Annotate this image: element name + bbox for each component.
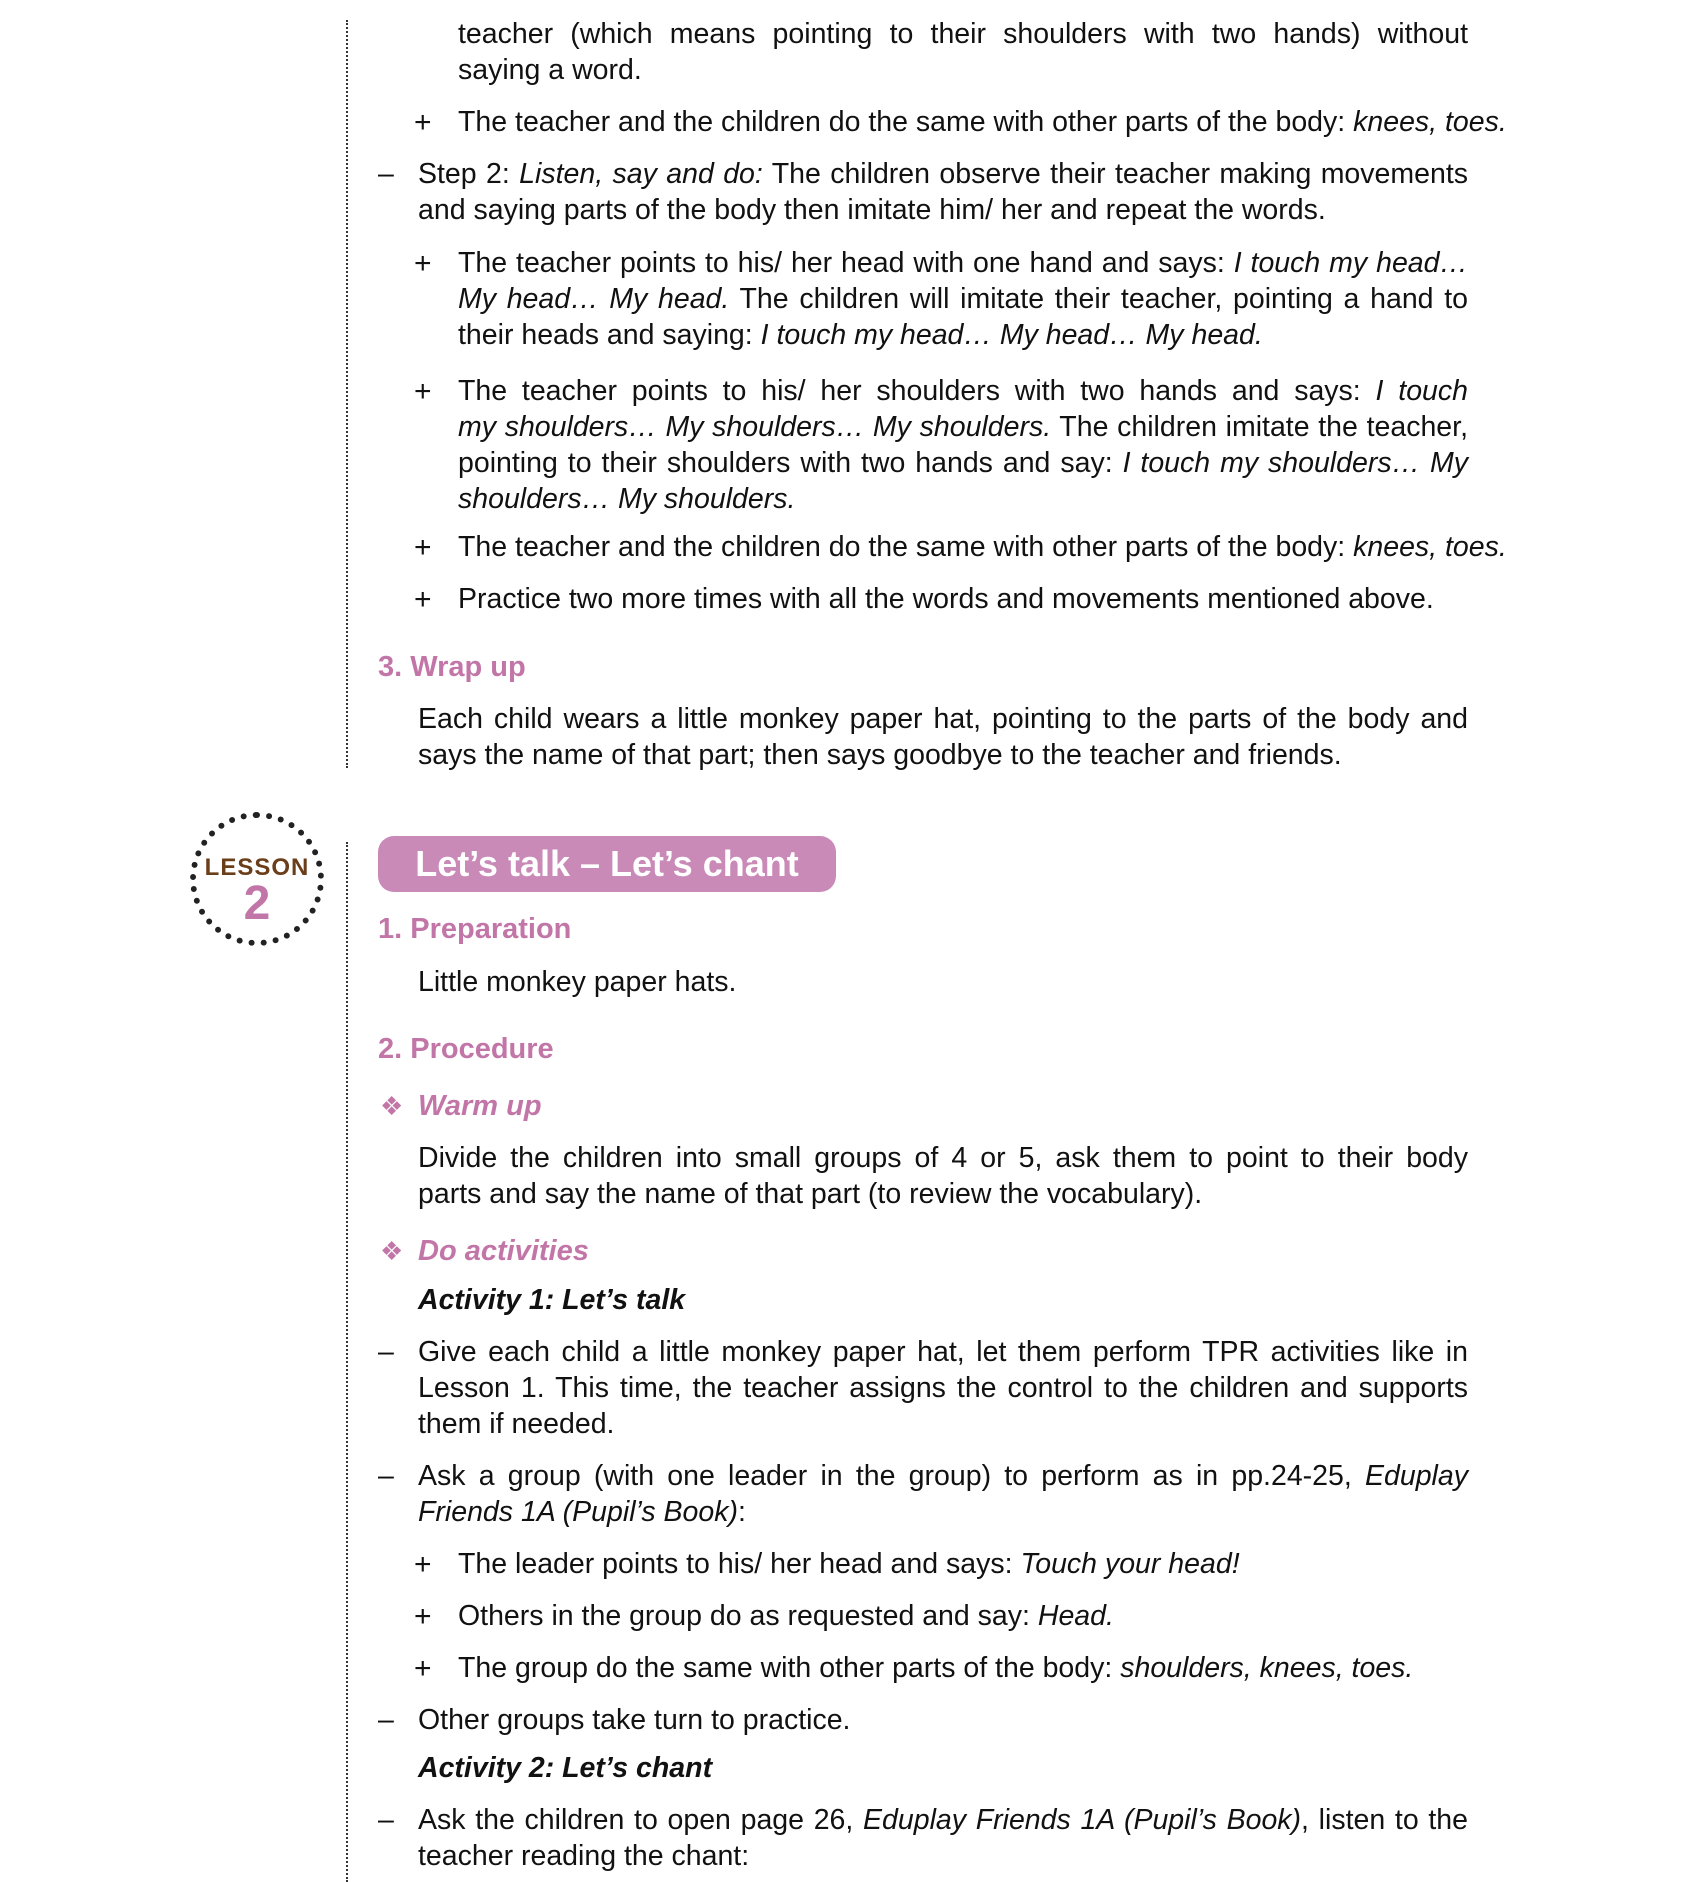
group-same-bullet: The group do the same with other parts of the body: shoulders, knees, toes.: [458, 1652, 1414, 1684]
plus-bullet: +: [414, 106, 432, 139]
shoulders-line-2: my shoulders… My shoulders… My shoulders. The children imitate the teacher,: [458, 411, 1468, 443]
warm-up-heading: Warm up: [418, 1090, 542, 1122]
lesson-label: LESSON: [204, 854, 310, 881]
plus-bullet: +: [414, 247, 432, 280]
plus-bullet: +: [414, 1548, 432, 1581]
head-line-1: The teacher points to his/ her head with one hand and says: I touch my head…: [458, 247, 1468, 279]
plus-bullet: +: [414, 583, 432, 616]
head-line-3: their heads and saying: I touch my head… My head… My head.: [458, 319, 1263, 351]
dash-bullet: –: [378, 158, 394, 190]
activity-1-heading: Activity 1: Let’s talk: [418, 1284, 686, 1316]
wrap-up-line-2: says the name of that part; then says goodbye to the teacher and friends.: [418, 739, 1342, 771]
diamond-bullet-icon: ❖: [380, 1236, 404, 1266]
dash-bullet: –: [378, 1804, 394, 1836]
do-activities-heading: Do activities: [418, 1235, 589, 1267]
plus-bullet: +: [414, 375, 432, 408]
lesson-badge: [190, 812, 324, 946]
chant-line-1: Ask the children to open page 26, Eduplay Friends 1A (Pupil’s Book), listen to the: [418, 1804, 1468, 1836]
dash-bullet: –: [378, 1704, 394, 1736]
warm-up-line-1: Divide the children into small groups of 4 or 5, ask them to point to their body: [418, 1142, 1468, 1174]
group-line-1: Ask a group (with one leader in the group) to perform as in pp.24-25, Eduplay: [418, 1460, 1468, 1492]
shoulders-line-3: pointing to their shoulders with two hands and say: I touch my shoulders… My: [458, 447, 1469, 479]
bullet-practice: Practice two more times with all the words and movements mentioned above.: [458, 583, 1434, 615]
margin-rule-bottom: [346, 842, 348, 1882]
warm-up-line-2: parts and say the name of that part (to review the vocabulary).: [418, 1178, 1203, 1210]
bullet-same-parts-b: The teacher and the children do the same with other parts of the body: knees, toes.: [458, 531, 1507, 563]
head-line-2: My head… My head. The children will imitate their teacher, pointing a hand to: [458, 283, 1468, 315]
others-bullet: Others in the group do as requested and say: Head.: [458, 1600, 1114, 1632]
shoulders-line-1: The teacher points to his/ her shoulders with two hands and says: I touch: [458, 375, 1468, 407]
preparation-text: Little monkey paper hats.: [418, 966, 737, 998]
group-line-2: Friends 1A (Pupil’s Book):: [418, 1496, 746, 1528]
lesson-title-banner: Let’s talk – Let’s chant: [378, 836, 836, 892]
plus-bullet: +: [414, 1600, 432, 1633]
plus-bullet: +: [414, 531, 432, 564]
dash-bullet: –: [378, 1460, 394, 1492]
plus-bullet: +: [414, 1652, 432, 1685]
step2-line-2: and saying parts of the body then imitate him/ her and repeat the words.: [418, 194, 1326, 226]
bullet-same-parts-a: The teacher and the children do the same with other parts of the body: knees, toes.: [458, 106, 1507, 138]
shoulders-line-4: shoulders… My shoulders.: [458, 483, 796, 515]
activity-1-line-3: them if needed.: [418, 1408, 615, 1440]
activity-1-line-1: Give each child a little monkey paper hat, let them perform TPR activities like in: [418, 1336, 1468, 1368]
chant-line-2: teacher reading the chant:: [418, 1840, 750, 1872]
preparation-heading: 1. Preparation: [378, 913, 572, 945]
leader-bullet: The leader points to his/ her head and says: Touch your head!: [458, 1548, 1240, 1580]
wrap-up-line-1: Each child wears a little monkey paper hat, pointing to the parts of the body and: [418, 703, 1468, 735]
dash-bullet: –: [378, 1336, 394, 1368]
activity-2-heading: Activity 2: Let’s chant: [418, 1752, 713, 1784]
margin-rule-top: [346, 20, 348, 768]
wrap-up-heading: 3. Wrap up: [378, 651, 526, 683]
continuation-line-2: saying a word.: [458, 54, 642, 86]
step2-line-1: Step 2: Listen, say and do: The children observe their teacher making movements: [418, 158, 1468, 190]
lesson-number: 2: [243, 877, 271, 930]
diamond-bullet-icon: ❖: [380, 1091, 404, 1121]
other-groups-line: Other groups take turn to practice.: [418, 1704, 851, 1736]
activity-1-line-2: Lesson 1. This time, the teacher assigns the control to the children and supports: [418, 1372, 1468, 1404]
continuation-line-1: teacher (which means pointing to their shoulders with two hands) without: [458, 18, 1468, 50]
procedure-heading: 2. Procedure: [378, 1033, 554, 1065]
